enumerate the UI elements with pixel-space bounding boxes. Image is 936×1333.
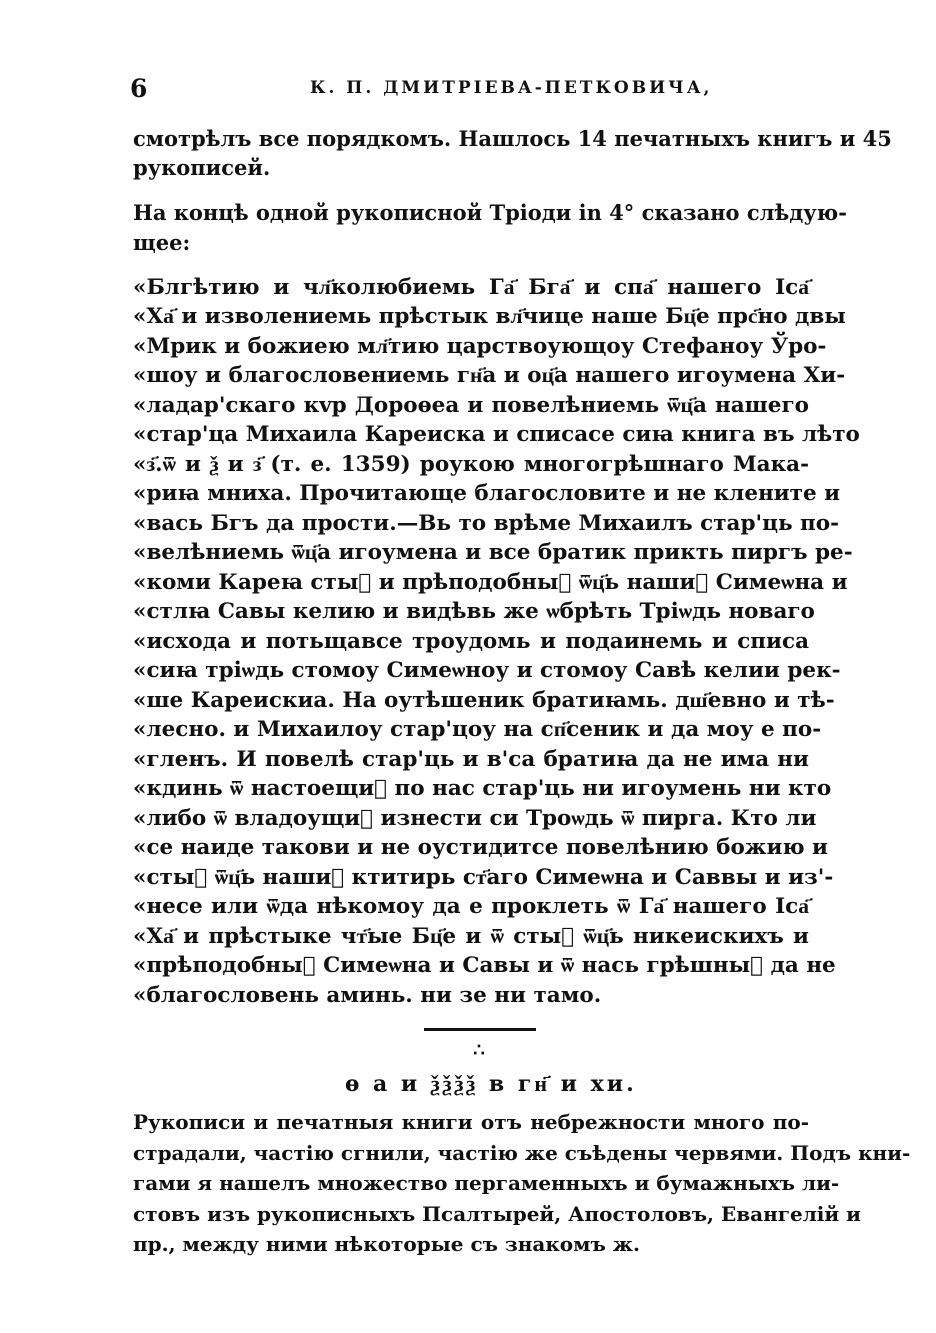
quote-line: «коми Кареꙗ стыⷯ и прѣподобныⷯ ѿц҃ь нашиⷯ Симеѡна и bbox=[133, 569, 848, 595]
paragraph-condition bbox=[133, 1107, 911, 1260]
page-header bbox=[130, 74, 810, 108]
quoted-inscription bbox=[133, 273, 860, 1011]
ornament-dots: ∴ bbox=[473, 1040, 485, 1062]
quote-line: «стар'ца Михаила Кареиска и списасе сиꙗ книга въ лѣто bbox=[133, 422, 860, 448]
quote-line: «прѣподобныⷯ Симеѡна и Савы и ѿ нась грѣшныⷯ да не bbox=[133, 953, 836, 979]
quote-line: «гленъ. И повелѣ стар'ць и в'са братиꙗ да не има ни bbox=[133, 746, 809, 772]
text-line: пр., между ними нѣкоторые съ знакомъ ж. bbox=[133, 1232, 640, 1257]
quote-line: «Ха҃ и прѣстыке чт҃ые Бц҃е и ѿ стыⷯ ѿц҃ь никеискихъ и bbox=[133, 923, 809, 949]
quote-line: «велѣниемь ѿц҃а игоумена и все братик прикть пиргъ ре- bbox=[133, 540, 853, 566]
page-number: 6 bbox=[130, 74, 148, 103]
text-line: стовъ изъ рукописныхъ Псалтырей, Апостоловъ, Евангелій и bbox=[133, 1201, 862, 1226]
page-body bbox=[133, 124, 911, 1260]
quote-line: «несе или ѿда нѣкомоу да е проклеть ѿ Га҃ нашего Іса҃ bbox=[133, 894, 809, 920]
quote-line: «з҃.ѿ и ѯ и з҃ (т. е. 1359) роукою многогрѣшнаго Мака- bbox=[133, 451, 809, 477]
text-line: страдали, частію сгнили, частію же съѣдены червями. Подъ кни- bbox=[133, 1140, 911, 1165]
paragraph-triodion-note bbox=[133, 198, 847, 256]
date-heading: ѳ а и ѯѯѯѯ в гн҃ и хи. bbox=[345, 1071, 637, 1098]
quote-line: «вась Бгъ да прости.—Вь то врѣме Михаилъ стар'ць по- bbox=[133, 510, 840, 536]
quote-line: «Мрик и божиею мл҃тию царствоующоу Стефаноу Ўро- bbox=[133, 333, 827, 359]
quote-line: «ше Кареискиа. На оутѣшеник братиꙗмь. дш҃евно и тѣ- bbox=[133, 687, 835, 713]
quote-line: «ладар'скаго кvр Дороѳеа и повелѣниемь ѿц҃а нашего bbox=[133, 392, 809, 418]
quote-line: «се наиде такови и не оустидитсе повелѣнию божию и bbox=[133, 835, 828, 861]
quote-line: «Ха҃ и изволениемь прѣстык вл҃чице наше Бц҃е прс҃но двы bbox=[133, 304, 846, 330]
quote-line: «благословень аминь. ни зе ни тамо. bbox=[133, 982, 602, 1008]
quote-line: «риꙗ мниха. Прочитающе благословите и не клените и bbox=[133, 481, 841, 507]
running-head: К. П. ДМИТРІЕВА-ПЕТКОВИЧА, bbox=[310, 78, 713, 98]
quote-line: «стлꙗ Савы келию и видѣвь же ѡбрѣть Тріѡдь новаго bbox=[133, 599, 815, 625]
text-line: На концѣ одной рукописной Тріоди in 4° сказано слѣдую- bbox=[133, 200, 847, 226]
quote-line: «либо ѿ владоущиⷯ изнести си Троѡдь ѿ пирга. Кто ли bbox=[133, 805, 817, 831]
section-divider bbox=[424, 1028, 536, 1031]
text-line: Рукописи и печатныя книги отъ небрежности много по- bbox=[133, 1110, 809, 1135]
quote-line: «лесно. и Михаилоу стар'цоу на сп҃сеник и да моу е по- bbox=[133, 717, 822, 743]
quote-line: «сиꙗ тріѡдь стомоу Симеѡноу и стомоу Савѣ келии рек- bbox=[133, 658, 841, 684]
text-line: рукописей. bbox=[133, 155, 271, 181]
quote-line: «кдинь ѿ настоещиⷯ по нас стар'ць ни игоумень ни кто bbox=[133, 776, 832, 802]
paragraph-gap bbox=[133, 257, 809, 273]
quote-line: «исхода и потьщавсе троудомь и подаинемь и списа bbox=[133, 628, 809, 654]
paragraph-gap bbox=[133, 182, 809, 198]
text-line: смотрѣлъ все порядкомъ. Нашлось 14 печатныхъ книгъ и 45 bbox=[133, 126, 892, 151]
paragraph-intro bbox=[133, 124, 892, 182]
text-line: щее: bbox=[133, 229, 191, 255]
quote-line: «стыⷯ ѿц҃ь нашиⷯ ктитирь ст҃аго Симеѡна и Саввы и из'- bbox=[133, 864, 834, 890]
quote-line: «шоу и благословениемь гн҃а и оц҃а нашего игоумена Хи- bbox=[133, 363, 846, 389]
text-line: гами я нашелъ множество пергаменныхъ и бумажныхъ ли- bbox=[133, 1171, 840, 1196]
quote-line: «Блгѣтию и чл҃колюбиемь Га҃ Бга҃ и спа҃ нашего Іса҃ bbox=[133, 274, 809, 300]
